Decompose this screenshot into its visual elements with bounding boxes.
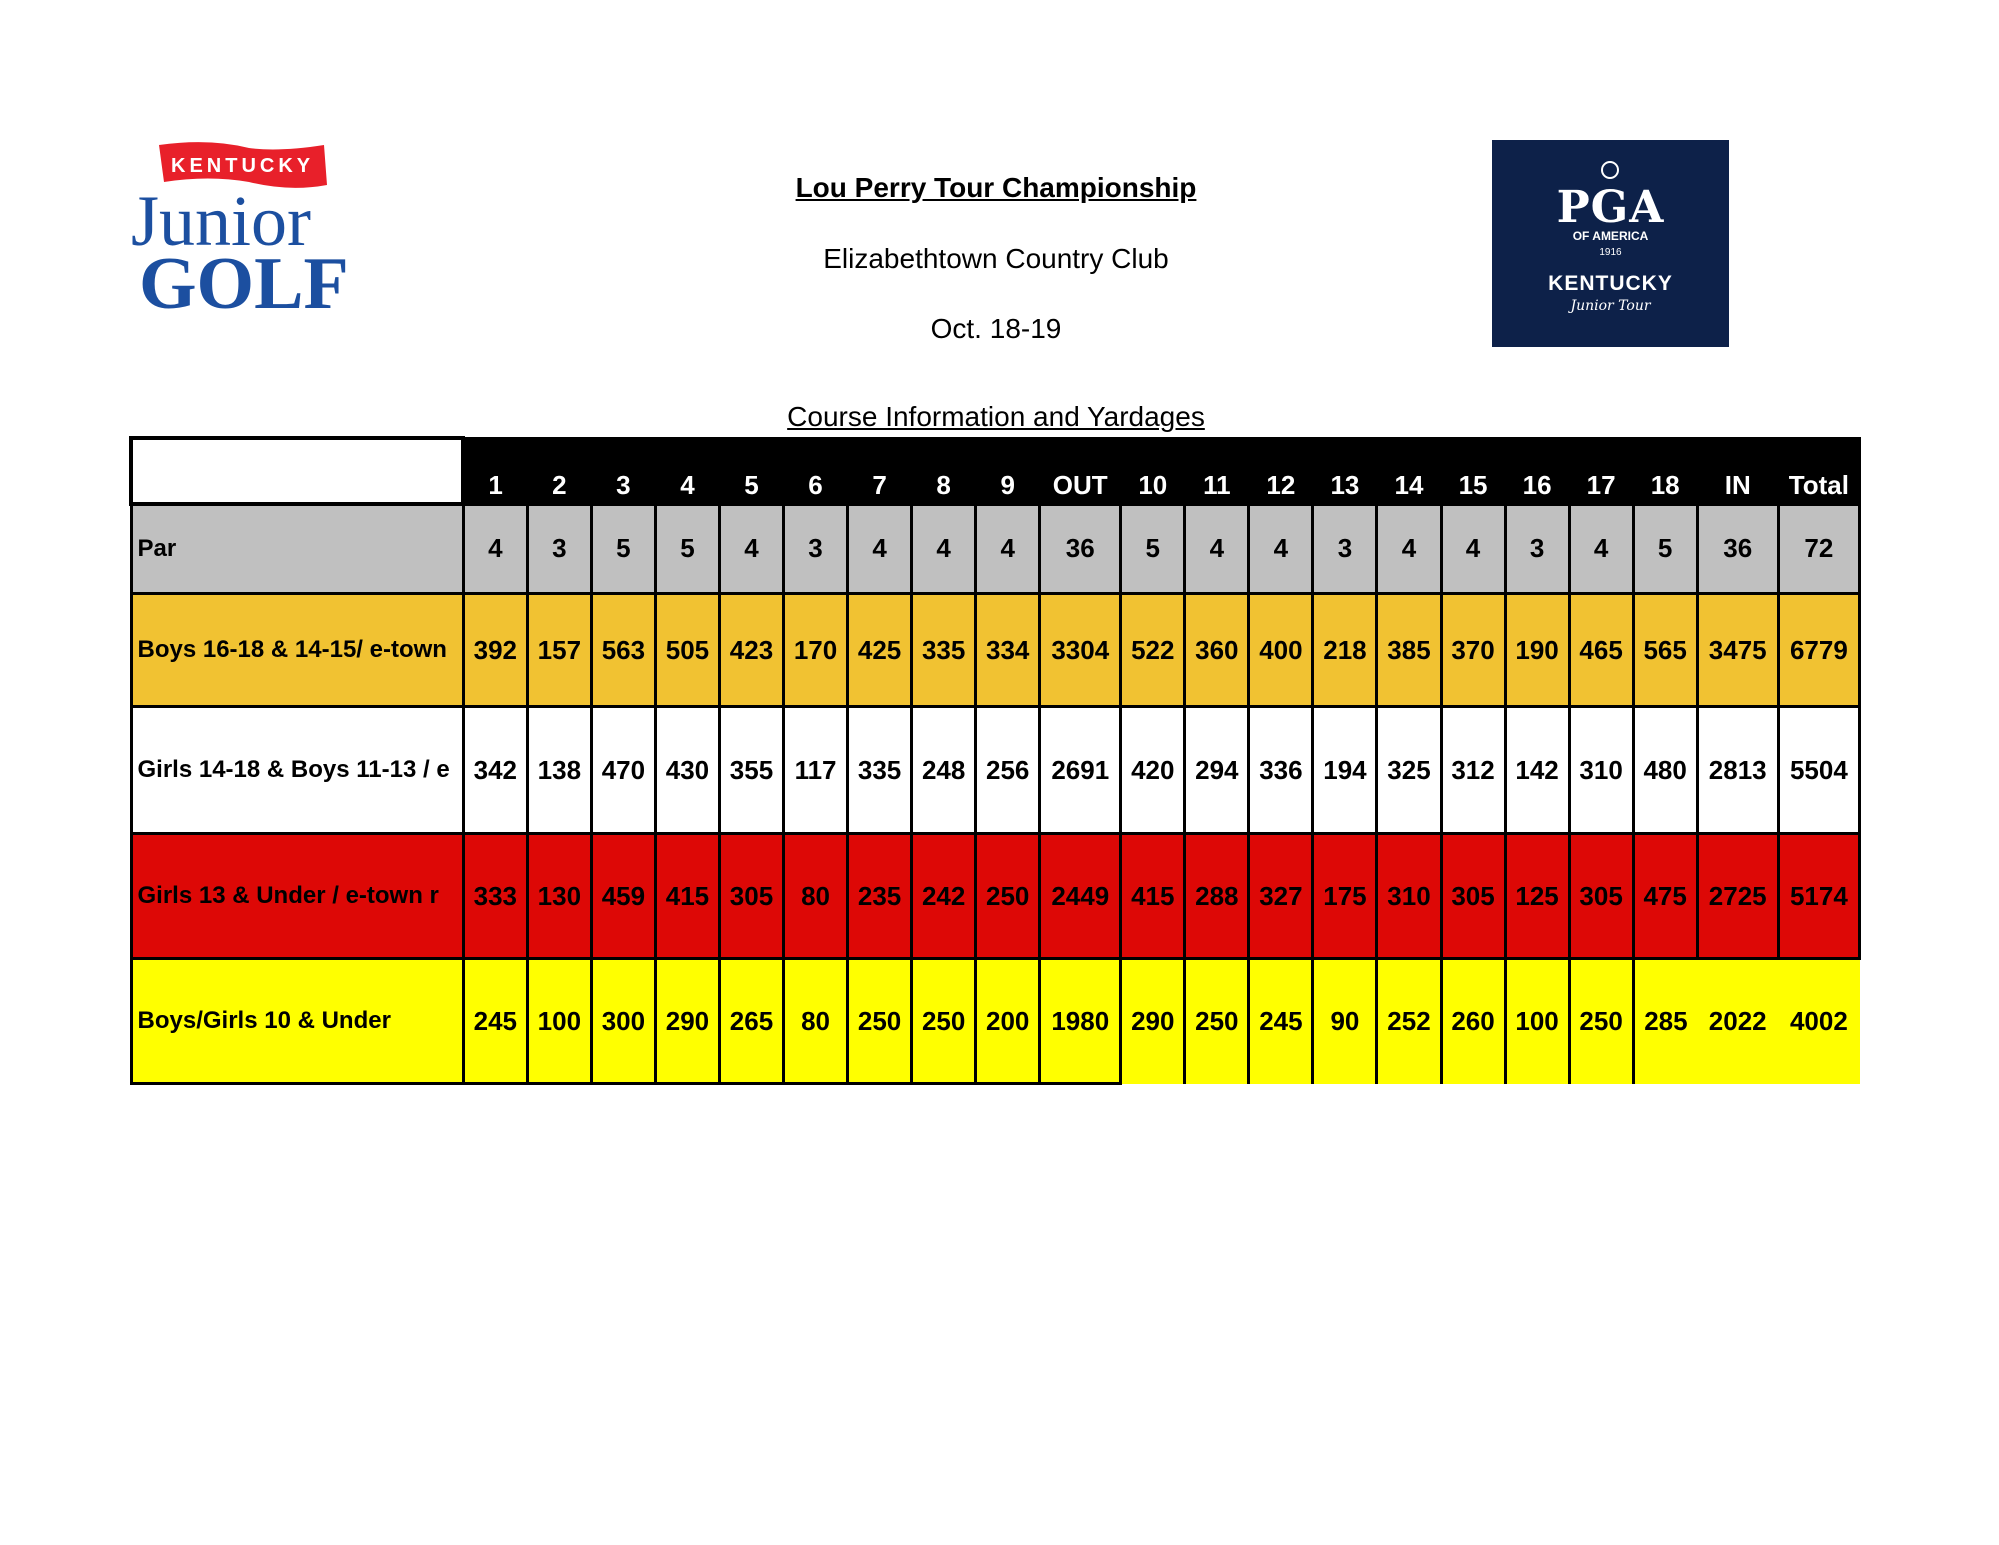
- column-header: IN: [1697, 438, 1778, 504]
- yardage-cell: 250: [848, 959, 912, 1084]
- yardage-cell: 470: [591, 707, 655, 834]
- yardage-cell: 175: [1313, 834, 1377, 959]
- yardage-cell: 342: [463, 707, 527, 834]
- yardage-cell: 100: [1505, 959, 1569, 1084]
- column-header: 3: [591, 438, 655, 504]
- yardage-cell: 360: [1185, 594, 1249, 707]
- yardage-cell: 235: [848, 834, 912, 959]
- yardage-cell: 1980: [1040, 959, 1121, 1084]
- yardage-cell: 334: [976, 594, 1040, 707]
- tee-row: [131, 834, 1860, 959]
- yardage-cell: 325: [1377, 707, 1441, 834]
- column-header: 10: [1121, 438, 1185, 504]
- tee-row: [131, 594, 1860, 707]
- yardage-cell: 4: [1185, 504, 1249, 594]
- column-header: OUT: [1040, 438, 1121, 504]
- yardage-cell: 335: [848, 707, 912, 834]
- yardage-cell: 290: [1121, 959, 1185, 1084]
- yardage-cell: 505: [655, 594, 719, 707]
- yardage-cell: 36: [1697, 504, 1778, 594]
- svg-text:GOLF: GOLF: [139, 243, 349, 315]
- yardage-cell: 333: [463, 834, 527, 959]
- row-label: Boys/Girls 10 & Under: [131, 959, 463, 1084]
- yardage-cell: 305: [719, 834, 783, 959]
- yardage-cell: 4: [1569, 504, 1633, 594]
- column-header: 17: [1569, 438, 1633, 504]
- column-header: 5: [719, 438, 783, 504]
- row-label: Girls 14-18 & Boys 11-13 / e: [131, 707, 463, 834]
- column-header: 8: [912, 438, 976, 504]
- yardage-cell: 125: [1505, 834, 1569, 959]
- yardage-cell: 100: [527, 959, 591, 1084]
- yardage-cell: 565: [1633, 594, 1697, 707]
- yardage-cell: 4: [1377, 504, 1441, 594]
- yardage-cell: 256: [976, 707, 1040, 834]
- yardage-cell: 248: [912, 707, 976, 834]
- tee-row: [131, 959, 1860, 1084]
- yardage-cell: 423: [719, 594, 783, 707]
- page-title: Lou Perry Tour Championship: [795, 172, 1197, 203]
- yardage-cell: 242: [912, 834, 976, 959]
- yardage-cell: 6779: [1778, 594, 1859, 707]
- yardage-cell: 3: [784, 504, 848, 594]
- svg-text:Junior: Junior: [131, 181, 311, 261]
- yardage-cell: 310: [1377, 834, 1441, 959]
- header-row: [131, 438, 1860, 504]
- column-header: 6: [784, 438, 848, 504]
- yardage-cell: 245: [1249, 959, 1313, 1084]
- yardage-cell: 3: [1505, 504, 1569, 594]
- yardage-cell: 310: [1569, 707, 1633, 834]
- yardage-cell: 3475: [1697, 594, 1778, 707]
- kentucky-junior-golf-logo: [129, 140, 364, 315]
- yardage-cell: 3: [1313, 504, 1377, 594]
- yardage-cell: 5: [1121, 504, 1185, 594]
- yardage-cell: 117: [784, 707, 848, 834]
- yardage-cell: 3304: [1040, 594, 1121, 707]
- yardage-cell: 5504: [1778, 707, 1859, 834]
- yardage-cell: 288: [1185, 834, 1249, 959]
- yardage-cell: 250: [1569, 959, 1633, 1084]
- yardage-table: [129, 436, 1861, 1085]
- column-header: 13: [1313, 438, 1377, 504]
- header-blank-cell: [131, 438, 463, 504]
- yardage-cell: 3: [527, 504, 591, 594]
- column-header: 18: [1633, 438, 1697, 504]
- yardage-cell: 138: [527, 707, 591, 834]
- yardage-cell: 480: [1633, 707, 1697, 834]
- column-header: 4: [655, 438, 719, 504]
- yardage-cell: 2022: [1697, 959, 1778, 1084]
- yardage-cell: 5: [1633, 504, 1697, 594]
- yardage-cell: 385: [1377, 594, 1441, 707]
- yardage-cell: 4: [1249, 504, 1313, 594]
- yardage-cell: 2691: [1040, 707, 1121, 834]
- yardage-cell: 130: [527, 834, 591, 959]
- yardage-cell: 190: [1505, 594, 1569, 707]
- yardage-cell: 312: [1441, 707, 1505, 834]
- yardage-cell: 465: [1569, 594, 1633, 707]
- yardage-cell: 327: [1249, 834, 1313, 959]
- yardage-cell: 2813: [1697, 707, 1778, 834]
- yardage-cell: 80: [784, 959, 848, 1084]
- yardage-cell: 300: [591, 959, 655, 1084]
- yardage-cell: 335: [912, 594, 976, 707]
- column-header: 1: [463, 438, 527, 504]
- yardage-cell: 4: [1441, 504, 1505, 594]
- yardage-cell: 305: [1569, 834, 1633, 959]
- yardage-cell: 80: [784, 834, 848, 959]
- yardage-cell: 4002: [1778, 959, 1859, 1084]
- par-row: [131, 504, 1860, 594]
- yardage-cell: 400: [1249, 594, 1313, 707]
- yardage-cell: 252: [1377, 959, 1441, 1084]
- row-label: Girls 13 & Under / e-town r: [131, 834, 463, 959]
- yardage-cell: 250: [976, 834, 1040, 959]
- column-header: 16: [1505, 438, 1569, 504]
- yardage-cell: 290: [655, 959, 719, 1084]
- column-header: 14: [1377, 438, 1441, 504]
- yardage-cell: 245: [463, 959, 527, 1084]
- column-header: Total: [1778, 438, 1859, 504]
- yardage-cell: 36: [1040, 504, 1121, 594]
- yardage-cell: 4: [463, 504, 527, 594]
- column-header: 12: [1249, 438, 1313, 504]
- yardage-cell: 563: [591, 594, 655, 707]
- section-title: Course Information and Yardages: [787, 401, 1205, 432]
- yardage-cell: 194: [1313, 707, 1377, 834]
- yardage-cell: 522: [1121, 594, 1185, 707]
- yardage-cell: 218: [1313, 594, 1377, 707]
- yardage-cell: 430: [655, 707, 719, 834]
- yardage-cell: 285: [1633, 959, 1697, 1084]
- yardage-cell: 250: [1185, 959, 1249, 1084]
- column-header: 15: [1441, 438, 1505, 504]
- event-dates: Oct. 18-19: [930, 313, 1062, 344]
- yardage-cell: 355: [719, 707, 783, 834]
- yardage-cell: 415: [1121, 834, 1185, 959]
- yardage-cell: 5174: [1778, 834, 1859, 959]
- yardage-cell: 392: [463, 594, 527, 707]
- yardage-cell: 157: [527, 594, 591, 707]
- yardage-cell: 294: [1185, 707, 1249, 834]
- venue-name: Elizabethtown Country Club: [823, 243, 1169, 274]
- yardage-cell: 415: [655, 834, 719, 959]
- yardage-cell: 5: [591, 504, 655, 594]
- yardage-cell: 142: [1505, 707, 1569, 834]
- column-header: 11: [1185, 438, 1249, 504]
- yardage-cell: 305: [1441, 834, 1505, 959]
- row-label: Par: [131, 504, 463, 594]
- yardage-cell: 170: [784, 594, 848, 707]
- yardage-cell: 90: [1313, 959, 1377, 1084]
- yardage-cell: 2725: [1697, 834, 1778, 959]
- yardage-cell: 72: [1778, 504, 1859, 594]
- yardage-cell: 5: [655, 504, 719, 594]
- yardage-cell: 425: [848, 594, 912, 707]
- column-header: 9: [976, 438, 1040, 504]
- yardage-cell: 459: [591, 834, 655, 959]
- yardage-cell: 2449: [1040, 834, 1121, 959]
- yardage-cell: 4: [719, 504, 783, 594]
- yardage-cell: 200: [976, 959, 1040, 1084]
- yardage-cell: 420: [1121, 707, 1185, 834]
- pga-kentucky-junior-tour-logo: PGA OF AMERICA 1916 KENTUCKY Junior Tour: [1492, 140, 1729, 347]
- yardage-cell: 336: [1249, 707, 1313, 834]
- row-label: Boys 16-18 & 14-15/ e-town: [131, 594, 463, 707]
- tee-row: [131, 707, 1860, 834]
- yardage-cell: 265: [719, 959, 783, 1084]
- yardage-cell: 370: [1441, 594, 1505, 707]
- column-header: 2: [527, 438, 591, 504]
- yardage-cell: 260: [1441, 959, 1505, 1084]
- svg-text:KENTUCKY: KENTUCKY: [171, 155, 315, 177]
- yardage-cell: 4: [848, 504, 912, 594]
- yardage-cell: 4: [976, 504, 1040, 594]
- yardage-cell: 4: [912, 504, 976, 594]
- yardage-cell: 250: [912, 959, 976, 1084]
- column-header: 7: [848, 438, 912, 504]
- yardage-cell: 475: [1633, 834, 1697, 959]
